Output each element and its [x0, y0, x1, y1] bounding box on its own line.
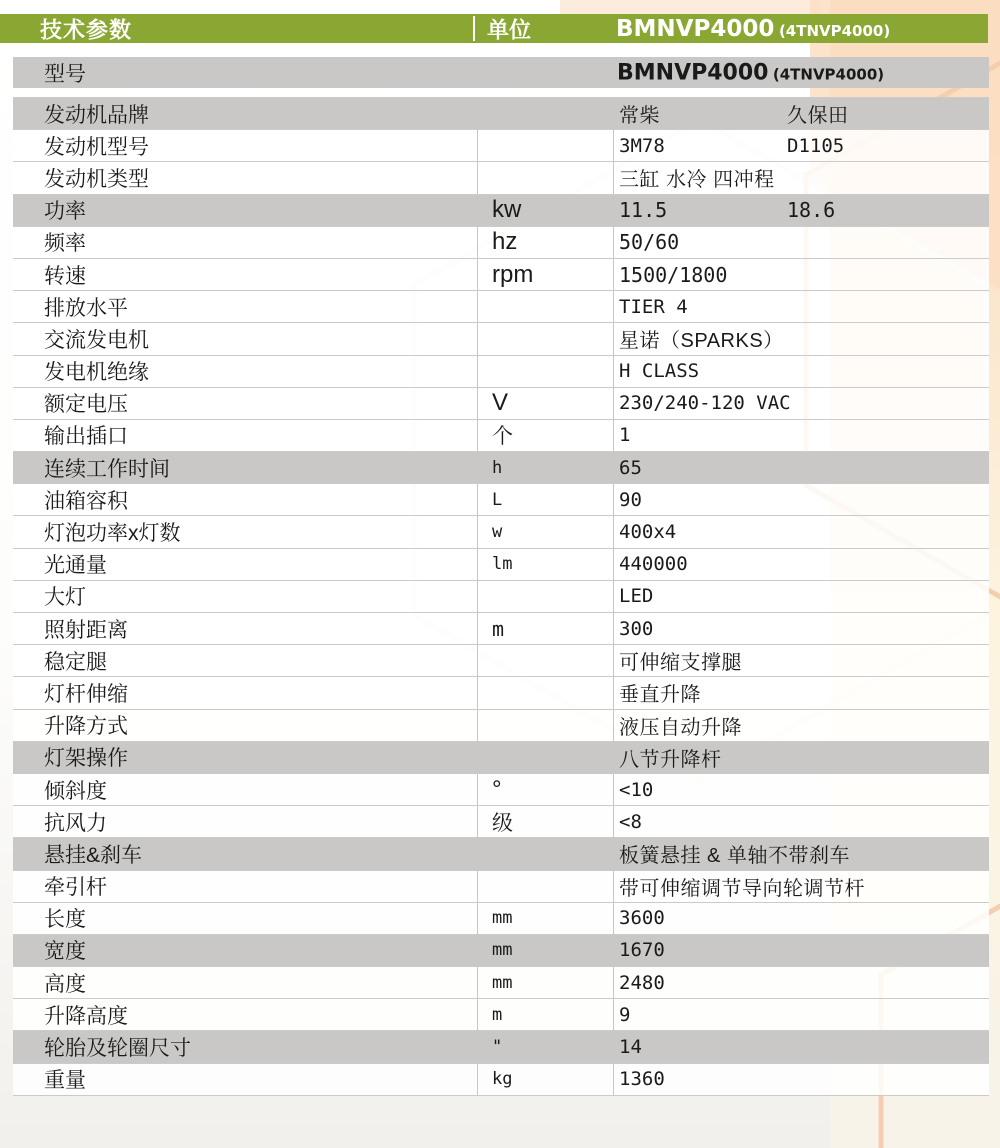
row-label: 转速	[44, 264, 86, 288]
row-unit	[477, 1031, 613, 1062]
row-unit	[477, 388, 613, 419]
table-row	[13, 1063, 989, 1095]
row-value-text: H CLASS	[619, 360, 700, 383]
row-label: 长度	[44, 908, 86, 932]
row-value-text: 1500/1800	[619, 262, 728, 287]
table-row	[13, 355, 989, 387]
row-value-text: 50/60	[619, 230, 680, 255]
row-unit	[477, 774, 613, 805]
model-number-row	[13, 57, 989, 88]
row-value-text: <10	[619, 778, 654, 801]
row-value-text: D1105	[787, 134, 845, 157]
row-label: 牵引杆	[44, 876, 107, 900]
row-label: 连续工作时间	[44, 457, 170, 481]
row-value-text: 9	[619, 1003, 631, 1026]
model-column-header	[616, 16, 890, 42]
row-unit	[477, 130, 613, 161]
row-value	[613, 742, 989, 773]
row-unit	[477, 162, 613, 193]
row-label: 发动机类型	[44, 167, 149, 191]
table-row	[13, 322, 989, 354]
row-value-text: 1670	[619, 939, 665, 962]
row-value	[613, 1064, 989, 1095]
row-unit-text: h	[492, 457, 503, 478]
row-label: 频率	[44, 232, 86, 256]
row-value-text: 90	[619, 488, 642, 511]
row-unit	[477, 195, 613, 226]
table-row	[13, 451, 989, 483]
row-value	[613, 227, 989, 258]
row-value-text: 11.5	[619, 198, 668, 223]
table-row	[13, 644, 989, 676]
row-value	[613, 967, 989, 998]
row-value-text: <8	[619, 810, 642, 833]
row-value-text: 1	[619, 424, 631, 447]
table-row	[13, 676, 989, 708]
row-label: 悬挂&刹车	[44, 843, 143, 867]
row-label: 轮胎及轮圈尺寸	[44, 1037, 191, 1061]
row-value-text: 440000	[619, 553, 688, 576]
row-value	[613, 806, 989, 837]
table-row	[13, 483, 989, 515]
row-unit-text: kw	[492, 196, 522, 224]
row-value	[613, 903, 989, 934]
model-name-sub: (4TNVP4000)	[778, 21, 891, 40]
row-unit	[477, 356, 613, 387]
row-label: 交流发电机	[44, 328, 149, 352]
row-value-text: 2480	[619, 971, 665, 994]
row-label: 发动机品牌	[44, 103, 149, 127]
row-value	[613, 452, 989, 483]
row-value	[613, 613, 989, 644]
row-value	[613, 484, 989, 515]
row-value	[613, 259, 989, 290]
row-label: 升降高度	[44, 1004, 128, 1028]
table-row	[13, 580, 989, 612]
row-value-text: 液压自动升降	[619, 716, 742, 739]
row-unit-text: m	[492, 616, 505, 641]
table-row	[13, 966, 989, 998]
row-value-text: 星诺（SPARKS）	[619, 330, 784, 353]
row-unit-text: lm	[492, 554, 513, 575]
row-value-text: 400x4	[619, 521, 677, 544]
row-label: 大灯	[44, 586, 86, 610]
row-unit-text: L	[492, 489, 503, 510]
row-value-text: 带可伸缩调节导向轮调节杆	[619, 877, 865, 900]
row-value	[613, 420, 989, 451]
table-row	[13, 290, 989, 322]
row-unit-text: m	[492, 1004, 503, 1025]
row-value-text: 3M78	[619, 134, 665, 157]
row-value	[613, 130, 989, 161]
row-value-text: 久保田	[787, 105, 849, 128]
row-value-text: 板簧悬挂 & 单轴不带刹车	[619, 845, 850, 868]
table-title: 技术参数	[40, 17, 133, 42]
row-label: 输出插口	[44, 425, 128, 449]
row-unit	[477, 581, 613, 612]
row-value-text: 65	[619, 456, 642, 479]
model-row-label: 型号	[44, 62, 86, 86]
table-row	[13, 258, 989, 290]
row-unit	[477, 613, 613, 644]
row-label: 油箱容积	[44, 489, 128, 513]
row-unit-text: mm	[492, 972, 513, 993]
row-value	[613, 935, 989, 966]
row-value	[613, 388, 989, 419]
table-row	[13, 129, 989, 161]
row-value	[613, 838, 989, 869]
row-value	[613, 1031, 989, 1062]
row-label: 宽度	[44, 940, 86, 964]
table-row	[13, 1030, 989, 1062]
row-value-text: LED	[619, 585, 654, 608]
table-row	[13, 161, 989, 193]
row-label: 排放水平	[44, 296, 128, 320]
row-value	[613, 645, 989, 676]
model-row-value	[617, 60, 884, 85]
row-unit-text: V	[492, 389, 509, 417]
table-row	[13, 934, 989, 966]
row-unit	[477, 935, 613, 966]
table-row	[13, 226, 989, 258]
row-label: 高度	[44, 972, 86, 996]
row-value	[613, 774, 989, 805]
row-value-text: 14	[619, 1036, 642, 1059]
row-label: 功率	[44, 200, 86, 224]
spec-rows	[13, 97, 989, 1096]
table-row	[13, 741, 989, 773]
row-label: 发动机型号	[44, 135, 149, 159]
table-row	[13, 709, 989, 741]
row-value	[613, 677, 989, 708]
row-unit	[477, 677, 613, 708]
row-unit	[477, 516, 613, 547]
row-label: 升降方式	[44, 715, 128, 739]
row-value-text: 垂直升降	[619, 684, 701, 707]
row-unit	[477, 645, 613, 676]
row-value	[613, 710, 989, 741]
row-value-text: 1360	[619, 1068, 665, 1091]
row-label: 额定电压	[44, 393, 128, 417]
row-unit-text: w	[492, 522, 503, 543]
table-row	[13, 612, 989, 644]
row-unit	[477, 484, 613, 515]
row-label: 重量	[44, 1069, 86, 1093]
table-row	[13, 805, 989, 837]
row-label: 光通量	[44, 554, 107, 578]
table-row	[13, 419, 989, 451]
row-unit	[477, 710, 613, 741]
row-value-text: 常柴	[619, 105, 660, 128]
row-value-text: TIER 4	[619, 295, 688, 318]
row-unit-text: kg	[492, 1069, 513, 1090]
row-value-text: 可伸缩支撑腿	[619, 652, 742, 675]
row-value	[613, 581, 989, 612]
row-value	[613, 356, 989, 387]
table-row	[13, 97, 989, 129]
row-value	[613, 999, 989, 1030]
row-value-text: 300	[619, 617, 654, 640]
row-value	[613, 516, 989, 547]
table-row	[13, 387, 989, 419]
table-row	[13, 870, 989, 902]
row-unit	[477, 452, 613, 483]
model-row-value-main: BMNVP4000	[617, 60, 769, 85]
table-row	[13, 902, 989, 934]
row-unit-text: 级	[492, 811, 513, 835]
row-unit-text: rpm	[492, 260, 534, 288]
row-label: 稳定腿	[44, 650, 107, 674]
row-value	[613, 549, 989, 580]
table-row	[13, 773, 989, 805]
row-value	[613, 291, 989, 322]
row-unit-text: mm	[492, 908, 513, 929]
row-label: 照射距离	[44, 618, 128, 642]
row-value	[613, 195, 989, 226]
unit-column-header: 单位	[487, 17, 532, 42]
row-unit	[477, 838, 613, 869]
row-label: 发电机绝缘	[44, 361, 149, 385]
row-unit-text: "	[492, 1037, 503, 1058]
row-unit	[477, 999, 613, 1030]
row-unit	[477, 1064, 613, 1095]
row-value	[613, 323, 989, 354]
row-unit-text: mm	[492, 940, 513, 961]
row-unit-text: hz	[492, 228, 518, 256]
row-value-text: 230/240-120 VAC	[619, 392, 791, 415]
row-unit	[477, 227, 613, 258]
row-value-text: 八节升降杆	[619, 748, 722, 771]
row-unit-text: °	[492, 775, 502, 803]
model-row-value-sub: (4TNVP4000)	[772, 65, 885, 83]
row-unit-text: 个	[492, 425, 513, 449]
row-unit	[477, 549, 613, 580]
row-label: 灯杆伸缩	[44, 682, 128, 706]
table-row	[13, 998, 989, 1030]
table-header-bar	[0, 14, 988, 43]
row-unit	[477, 742, 613, 773]
row-value	[613, 162, 989, 193]
row-unit	[477, 967, 613, 998]
row-unit	[477, 806, 613, 837]
row-value-text: 3600	[619, 907, 665, 930]
row-unit	[477, 98, 613, 129]
row-label: 灯泡功率x灯数	[44, 522, 181, 546]
header-column-divider	[473, 16, 475, 41]
row-unit	[477, 871, 613, 902]
row-label: 抗风力	[44, 811, 107, 835]
row-label: 灯架操作	[44, 747, 128, 771]
table-row	[13, 548, 989, 580]
row-unit	[477, 291, 613, 322]
row-value-text: 18.6	[787, 198, 836, 223]
row-unit	[477, 323, 613, 354]
model-name-main: BMNVP4000	[616, 15, 775, 42]
row-label: 倾斜度	[44, 779, 107, 803]
row-value	[613, 98, 989, 129]
row-value-text: 三缸 水冷 四冲程	[619, 169, 775, 192]
table-row	[13, 515, 989, 547]
row-unit	[477, 903, 613, 934]
table-row	[13, 837, 989, 869]
table-row	[13, 194, 989, 226]
row-value	[613, 871, 989, 902]
row-unit	[477, 259, 613, 290]
row-unit	[477, 420, 613, 451]
